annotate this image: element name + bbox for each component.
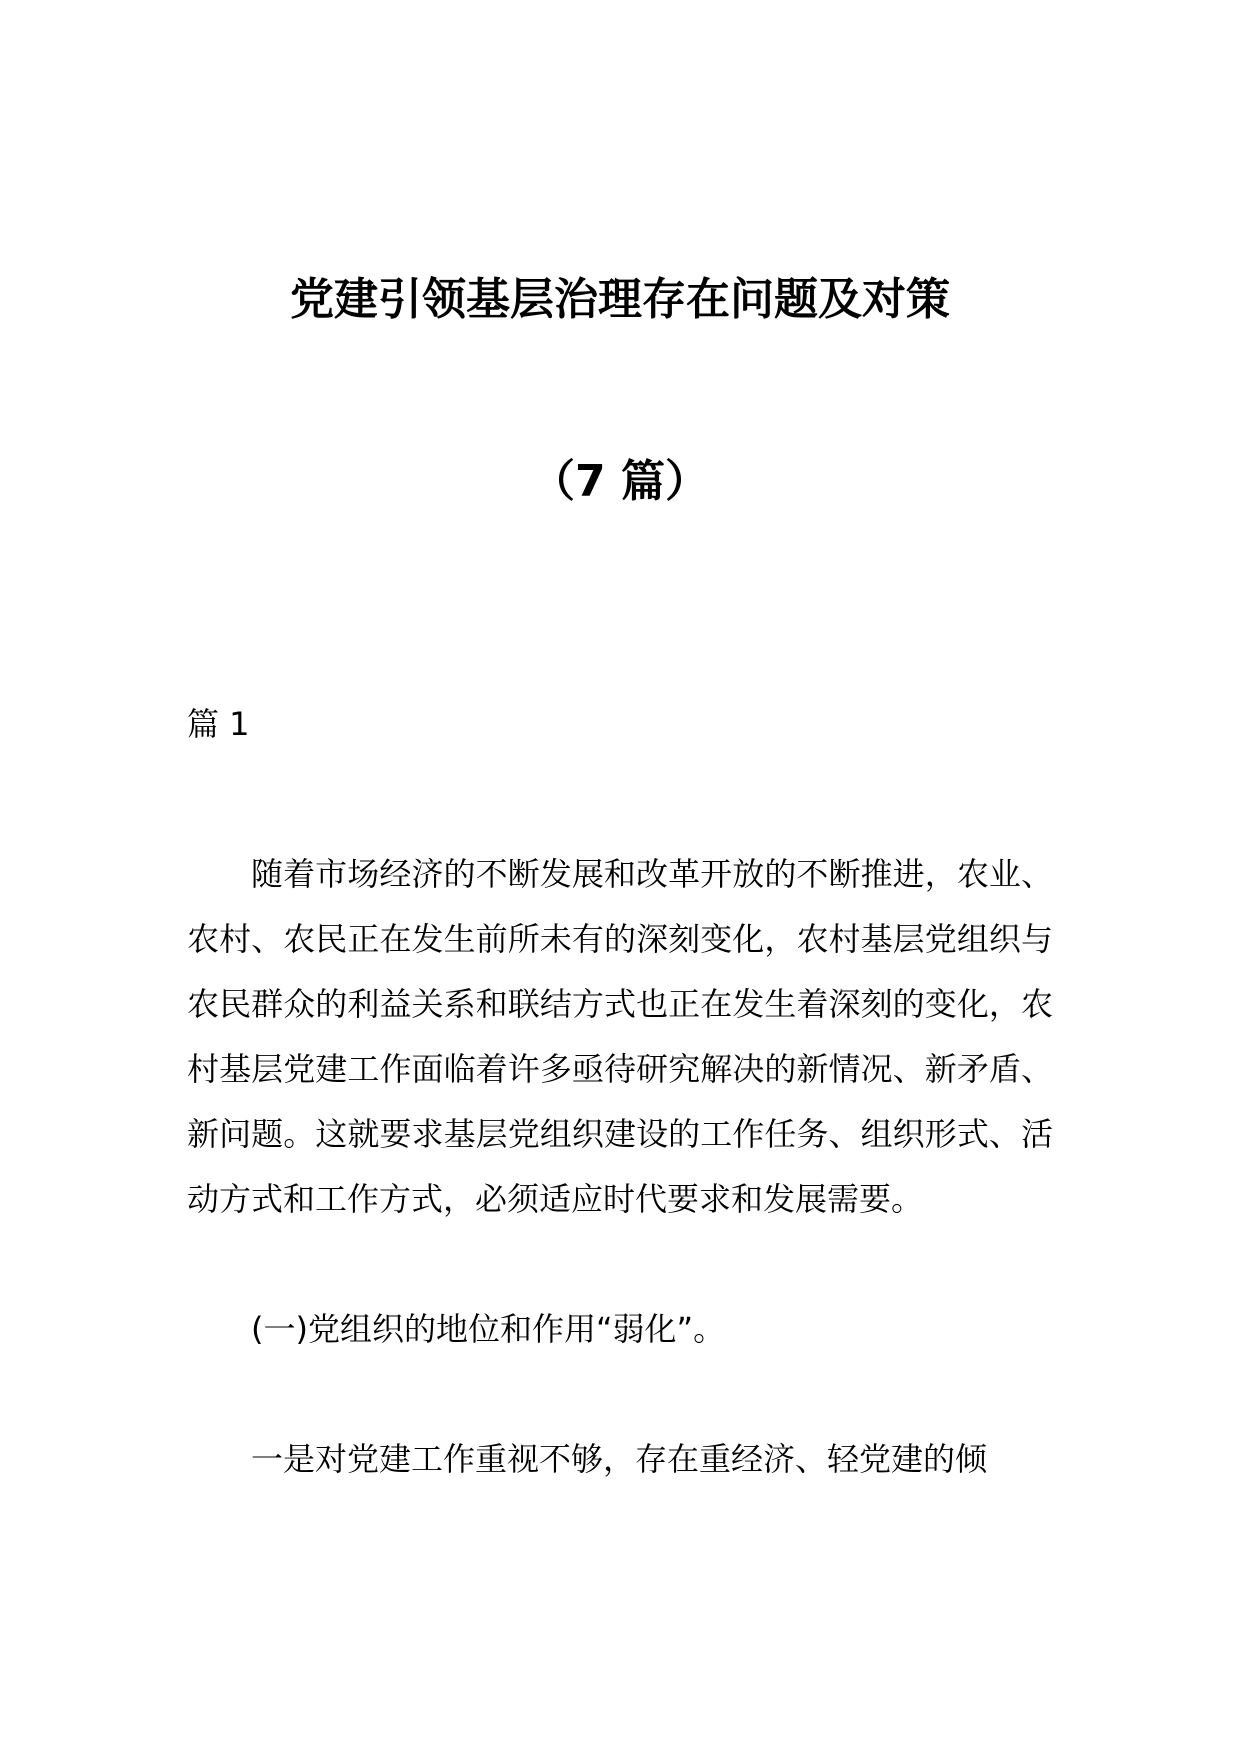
paragraph-point-one: 一是对党建工作重视不够，存在重经济、轻党建的倾 [251,1440,988,1478]
paragraph-subheading: (一)党组织的地位和作用“弱化”。 [251,1310,726,1348]
paragraph-intro: 随着市场经济的不断发展和改革开放的不断推进，农业、农村、农民正在发生前所未有的深刻变化，农村基层党组织与农民群众的利益关系和联结方式也正在发生着深刻的变化，农村基层党建工作面临着许多亟待研究解决的新情况、新矛盾、新问题。这就要求基层党组织建设的工作任务、组织形式、活动方式和工作方式，必须适应时代要求和发展需要。 [187,855,1053,1218]
section-label: 篇 1 [187,705,250,743]
document-subtitle: （7 篇） [531,456,709,507]
document-body [187,700,1053,1492]
document-title: 党建引领基层治理存在问题及对策 [290,274,950,325]
